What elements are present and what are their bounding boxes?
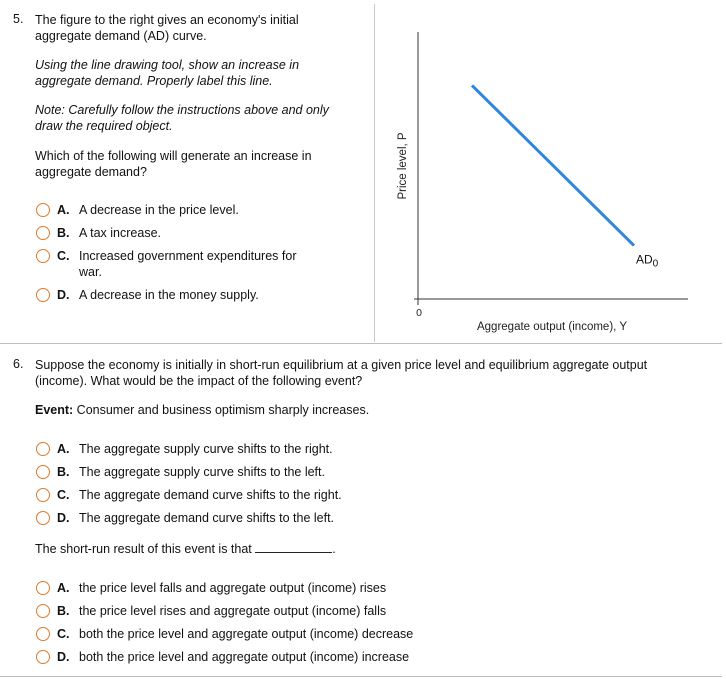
radio-button[interactable] [36, 488, 50, 502]
answer-option-b[interactable]: B. A tax increase. [36, 225, 161, 241]
event-statement: Event: Consumer and business optimism sharply increases. [35, 403, 370, 417]
origin-label: 0 [416, 307, 422, 319]
result-statement: The short-run result of this event is that . [35, 542, 336, 556]
question-number: 5. [13, 12, 24, 26]
x-axis-label: Aggregate output (income), Y [476, 321, 628, 333]
radio-button[interactable] [36, 650, 50, 664]
radio-button[interactable] [36, 203, 50, 217]
answer-option-d[interactable]: D. A decrease in the money supply. [36, 287, 259, 303]
radio-button[interactable] [36, 465, 50, 479]
bottom-divider [0, 676, 722, 677]
ad-chart[interactable] [376, 0, 726, 342]
question-5-text-panel [0, 0, 374, 342]
radio-button[interactable] [36, 249, 50, 263]
question-prompt: Suppose the economy is initially in short-run equilibrium at a given price level and equilibrium aggregate output (income). What would be the impact of the following event? [35, 358, 648, 388]
question-divider [0, 343, 722, 344]
question-prompt: The figure to the right gives an economy's initial aggregate demand (AD) curve. [35, 13, 299, 43]
answer-option-a[interactable]: A. A decrease in the price level. [36, 202, 239, 218]
question-number: 6. [13, 357, 24, 371]
ad-curve-label: $AD_0$ [636, 252, 659, 270]
result-option-a[interactable]: A. the price level falls and aggregate output (income) rises [36, 580, 386, 596]
radio-button[interactable] [36, 442, 50, 456]
panel-divider [374, 4, 375, 342]
ad-curve-line[interactable] [472, 85, 634, 245]
result-option-c[interactable]: C. both the price level and aggregate output (income) decrease [36, 626, 413, 642]
answer-option-a[interactable]: A. The aggregate supply curve shifts to the right. [36, 441, 333, 457]
answer-option-d[interactable]: D. The aggregate demand curve shifts to the left. [36, 510, 334, 526]
question-note: Note: Carefully follow the instructions above and only draw the required object. [35, 103, 329, 133]
radio-button[interactable] [36, 627, 50, 641]
radio-button[interactable] [36, 288, 50, 302]
result-option-d[interactable]: D. both the price level and aggregate output (income) increase [36, 649, 409, 665]
answer-blank[interactable] [255, 541, 332, 553]
radio-button[interactable] [36, 511, 50, 525]
answer-option-c[interactable]: C. The aggregate demand curve shifts to the right. [36, 487, 342, 503]
answer-option-c[interactable]: C. Increased government expenditures for war. [36, 248, 336, 280]
y-axis-label: Price level, P [397, 132, 409, 200]
radio-button[interactable] [36, 604, 50, 618]
radio-button[interactable] [36, 226, 50, 240]
chart-svg[interactable] [376, 0, 726, 342]
answer-option-b[interactable]: B. The aggregate supply curve shifts to the left. [36, 464, 325, 480]
question-sub-prompt: Which of the following will generate an increase in aggregate demand? [35, 149, 312, 179]
radio-button[interactable] [36, 581, 50, 595]
question-instruction: Using the line drawing tool, show an increase in aggregate demand. Properly label this line. [35, 58, 300, 88]
result-option-b[interactable]: B. the price level rises and aggregate output (income) falls [36, 603, 386, 619]
